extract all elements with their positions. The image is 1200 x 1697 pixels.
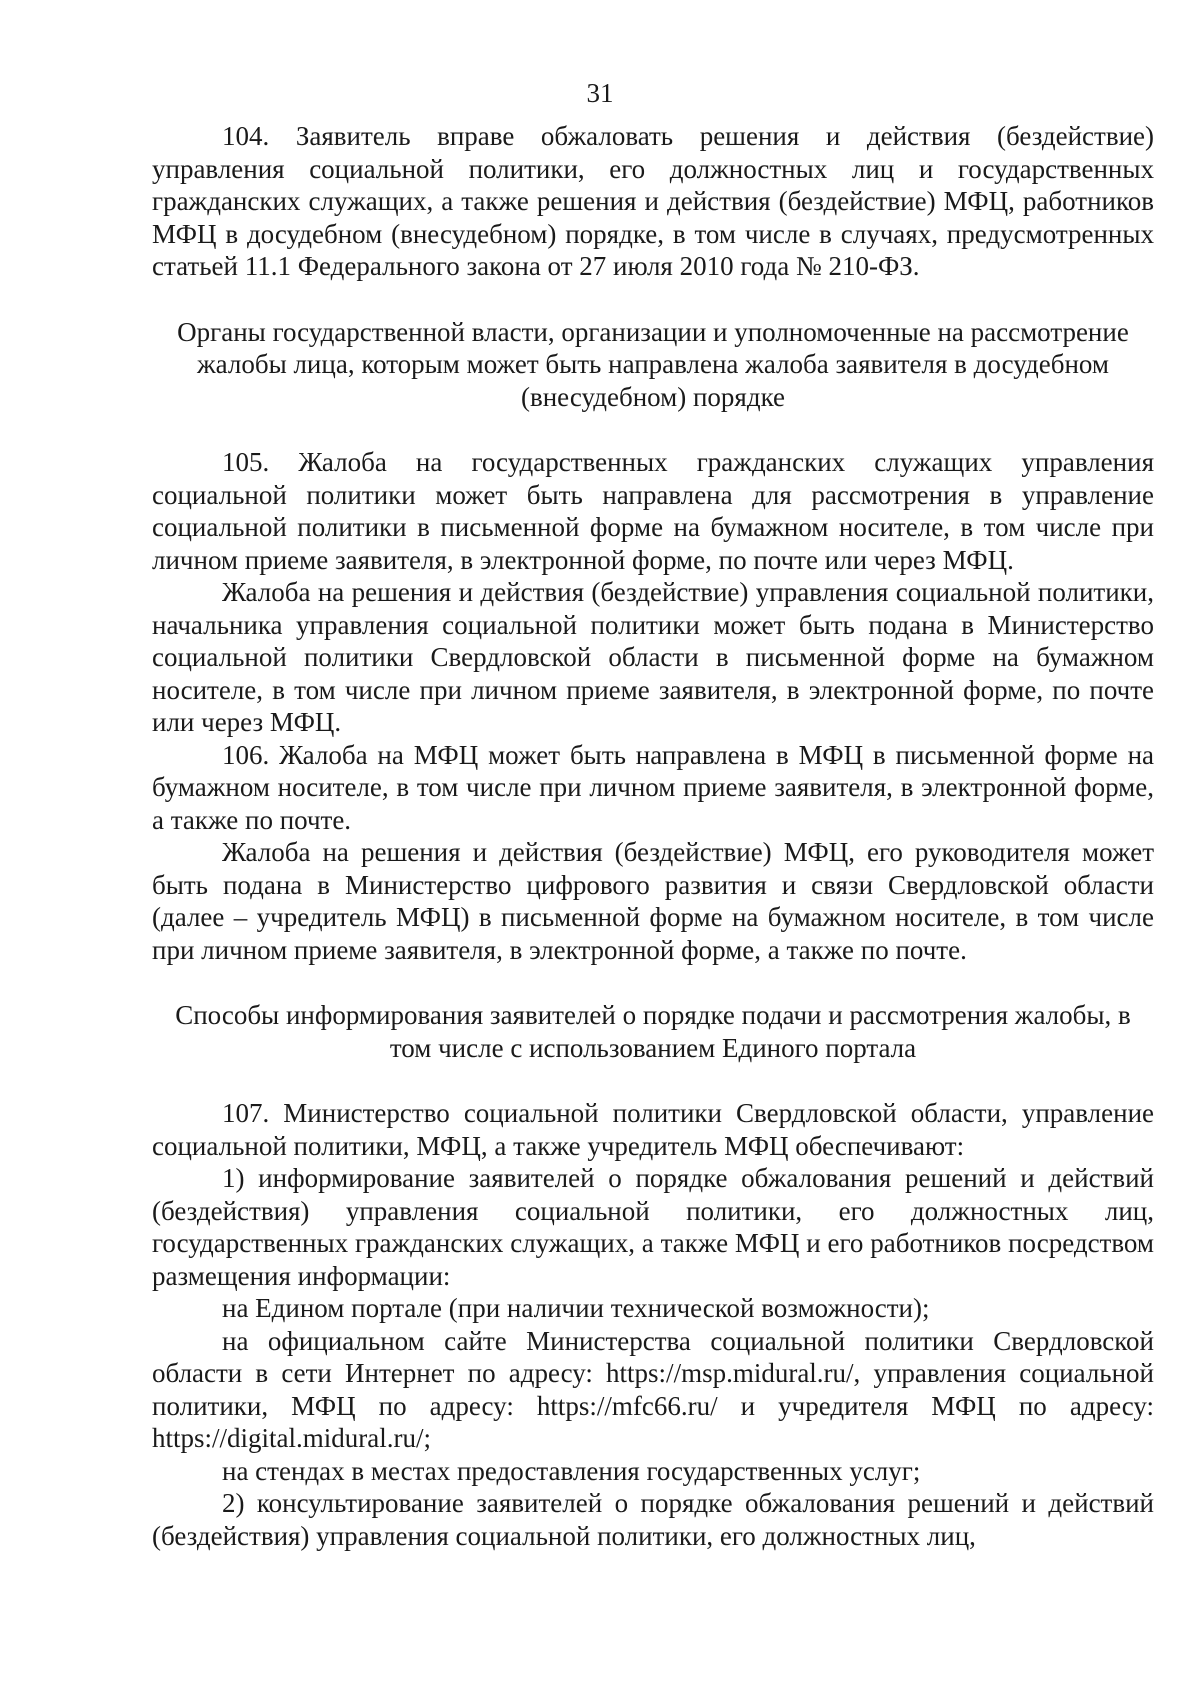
paragraph-105-continued: Жалоба на решения и действия (бездействие) управления социальной политики, начальника управления социальной политики может быть подана в Министерство социальной политики Свердловской области в письменной форме на бумажном носителе, в том числе при личном приеме заявителя, в электронной форме, по почте или через МФЦ. — [152, 577, 1154, 737]
paragraph-104: 104. Заявитель вправе обжаловать решения и действия (бездействие) управления социальной политики, его должностных лиц и государственных гражданских служащих, а также решения и действия (бездействие) МФЦ, работников МФЦ в досудебном (внесудебном) порядке, в том числе в случаях, предусмотренных статьей 11.1 Федерального закона от 27 июля 2010 года № 210-ФЗ. — [152, 121, 1154, 281]
paragraph-106-continued: Жалоба на решения и действия (бездействие) МФЦ, его руководителя может быть подана в Министерство цифрового развития и связи Свердловской области (далее – учредитель МФЦ) в письменной форме на бумажном носителе, в том числе при личном приеме заявителя, в электронной форме, а также по почте. — [152, 837, 1154, 965]
document-body — [152, 120, 1154, 1552]
list-item-1-stands: на стендах в местах предоставления государственных услуг; — [222, 1455, 921, 1486]
paragraph-105: 105. Жалоба на государственных гражданских служащих управления социальной политики может быть направлена для рассмотрения в управление социальной политики в письменной форме на бумажном носителе, в том числе при личном приеме заявителя, в электронной форме, по почте или через МФЦ. — [152, 447, 1154, 575]
page-number: 31 — [586, 78, 614, 108]
list-item-1: 1) информирование заявителей о порядке обжалования решений и действий (бездействия) управления социальной политики, его должностных лиц, государственных гражданских служащих, а также МФЦ и его работников посредством размещения информации: — [152, 1163, 1154, 1291]
list-item-1-portal: на Едином портале (при наличии технической возможности); — [222, 1293, 930, 1323]
section-heading-informing-methods: Способы информирования заявителей о порядке подачи и рассмотрения жалобы, в том числе с использованием Единого портала — [175, 1000, 1131, 1063]
list-item-1-websites: на официальном сайте Министерства социальной политики Свердловской области в сети Интернет по адресу: https://msp.midural.ru/, управления социальной политики, МФЦ по адресу: https://mfc66.ru/ и учредителя МФЦ по адресу: https://digital.midural.ru/; — [152, 1325, 1154, 1453]
paragraph-106: 106. Жалоба на МФЦ может быть направлена в МФЦ в письменной форме на бумажном носителе, в том числе при личном приеме заявителя, в электронной форме, а также по почте. — [152, 739, 1154, 835]
section-heading-complaint-bodies: Органы государственной власти, организации и уполномоченные на рассмотрение жалобы лица, которым может быть направлена жалоба заявителя в досудебном (внесудебном) порядке — [177, 316, 1129, 412]
list-item-2: 2) консультирование заявителей о порядке обжалования решений и действий (бездействия) управления социальной политики, его должностных лиц, — [152, 1488, 1154, 1551]
paragraph-107: 107. Министерство социальной политики Свердловской области, управление социальной политики, МФЦ, а также учредитель МФЦ обеспечивают: — [152, 1098, 1154, 1161]
